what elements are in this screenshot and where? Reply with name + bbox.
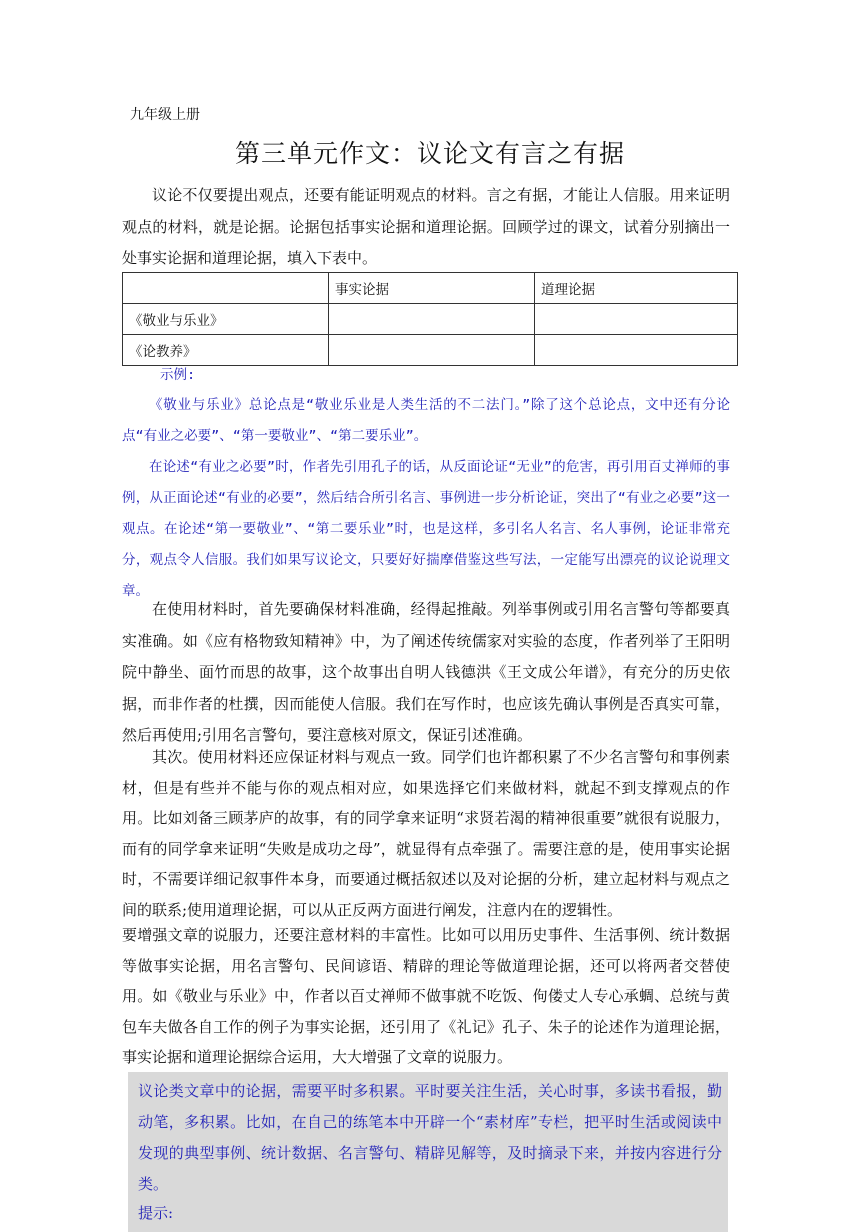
- evidence-table: [122, 272, 738, 366]
- example-paragraph-2: 在论述“有业之必要”时，作者先引用孔子的话，从反面论证“无业”的危害，再引用百丈禅师的事例，从正面论述“有业的必要”，然后结合所引名言、事例进一步分析论证，突出了“有业之必要”这一观点。在论述“第一要敬业”、“第二要乐业”时，也是这样，多引名人名言、名人事例，论证非常充分，观点令人信服。我们如果写议论文，只要好好揣摩借鉴这些写法，一定能写出漂亮的议论说理文章。: [122, 459, 730, 599]
- table-cell: 《论教养》: [123, 335, 329, 366]
- table-row: [123, 304, 738, 335]
- table-cell: [329, 304, 535, 335]
- example-label: 示例:: [160, 367, 196, 383]
- table-header-cell: 道理论据: [535, 273, 738, 304]
- table-header-cell: 事实论据: [329, 273, 535, 304]
- tip-text: 议论类文章中的论据，需要平时多积累。平时要关注生活，关心时事，多读书看报，勤动笔，多积累。比如，在自己的练笔本中开辟一个“素材库”专栏，把平时生活或阅读中发现的典型事例、统计数据、名言警句、精辟见解等，及时摘录下来，并按内容进行分类。: [138, 1082, 722, 1193]
- body-paragraph-3: 要增强文章的说服力，还要注意材料的丰富性。比如可以用历史事件、生活事例、统计数据等做事实论据，用名言警句、民间谚语、精辟的理论等做道理论据，还可以将两者交替使用。如《敬业与乐业》中，作者以百丈禅师不做事就不吃饭、佝偻丈人专心承蜩、总统与黄包车夫做各自工作的例子为事实论据，还引用了《礼记》孔子、朱子的论述作为道理论据，事实论据和道理论据综合运用，大大增强了文章的说服力。: [122, 926, 730, 1066]
- tip-label: 提示:: [138, 1204, 174, 1222]
- table-cell: [329, 335, 535, 366]
- body-paragraph-1: 在使用材料时，首先要确保材料准确，经得起推敲。列举事例或引用名言警句等都要真实准确。如《应有格物致知精神》中，为了阐述传统儒家对实验的态度，作者列举了王阳明院中静坐、面竹而思的故事，这个故事出自明人钱德洪《王文成公年谱》，有充分的历史依据，而非作者的杜撰，因而能使人信服。我们在写作时，也应该先确认事例是否真实可靠，然后再使用;引用名言警句，要注意核对原文，保证引述准确。: [122, 600, 730, 744]
- intro-paragraph: 议论不仅要提出观点，还要有能证明观点的材料。言之有据，才能让人信服。用来证明观点的材料，就是论据。论据包括事实论据和道理论据。回顾学过的课文，试着分别摘出一处事实论据和道理论据，填入下表中。: [122, 186, 730, 267]
- table-cell: 《敬业与乐业》: [123, 304, 329, 335]
- table-cell: [535, 304, 738, 335]
- grade-label: 九年级上册: [130, 107, 200, 123]
- tip-box: [128, 1072, 728, 1232]
- table-row: [123, 335, 738, 366]
- example-paragraph-1: 《敬业与乐业》总论点是“敬业乐业是人类生活的不二法门。”除了这个总论点，文中还有分论点“有业之必要”、“第一要敬业”、“第二要乐业”。: [122, 397, 730, 444]
- body-paragraph-2: 其次。使用材料还应保证材料与观点一致。同学们也许都积累了不少名言警句和事例素材，但是有些并不能与你的观点相对应，如果选择它们来做材料，就起不到支撑观点的作用。比如刘备三顾茅庐的故事，有的同学拿来证明“求贤若渴的精神很重要”就很有说服力，而有的同学拿来证明“失败是成功之母”，就显得有点牵强了。需要注意的是，使用事实论据时，不需要详细记叙事件本身，而要通过概括叙述以及对论据的分析，建立起材料与观点之间的联系;使用道理论据，可以从正反两方面进行阐发，注意内在的逻辑性。: [122, 748, 730, 919]
- table-header-row: [123, 273, 738, 304]
- table-cell: [535, 335, 738, 366]
- table-header-cell: [123, 273, 329, 304]
- page-title: 第三单元作文：议论文有言之有据: [234, 139, 625, 168]
